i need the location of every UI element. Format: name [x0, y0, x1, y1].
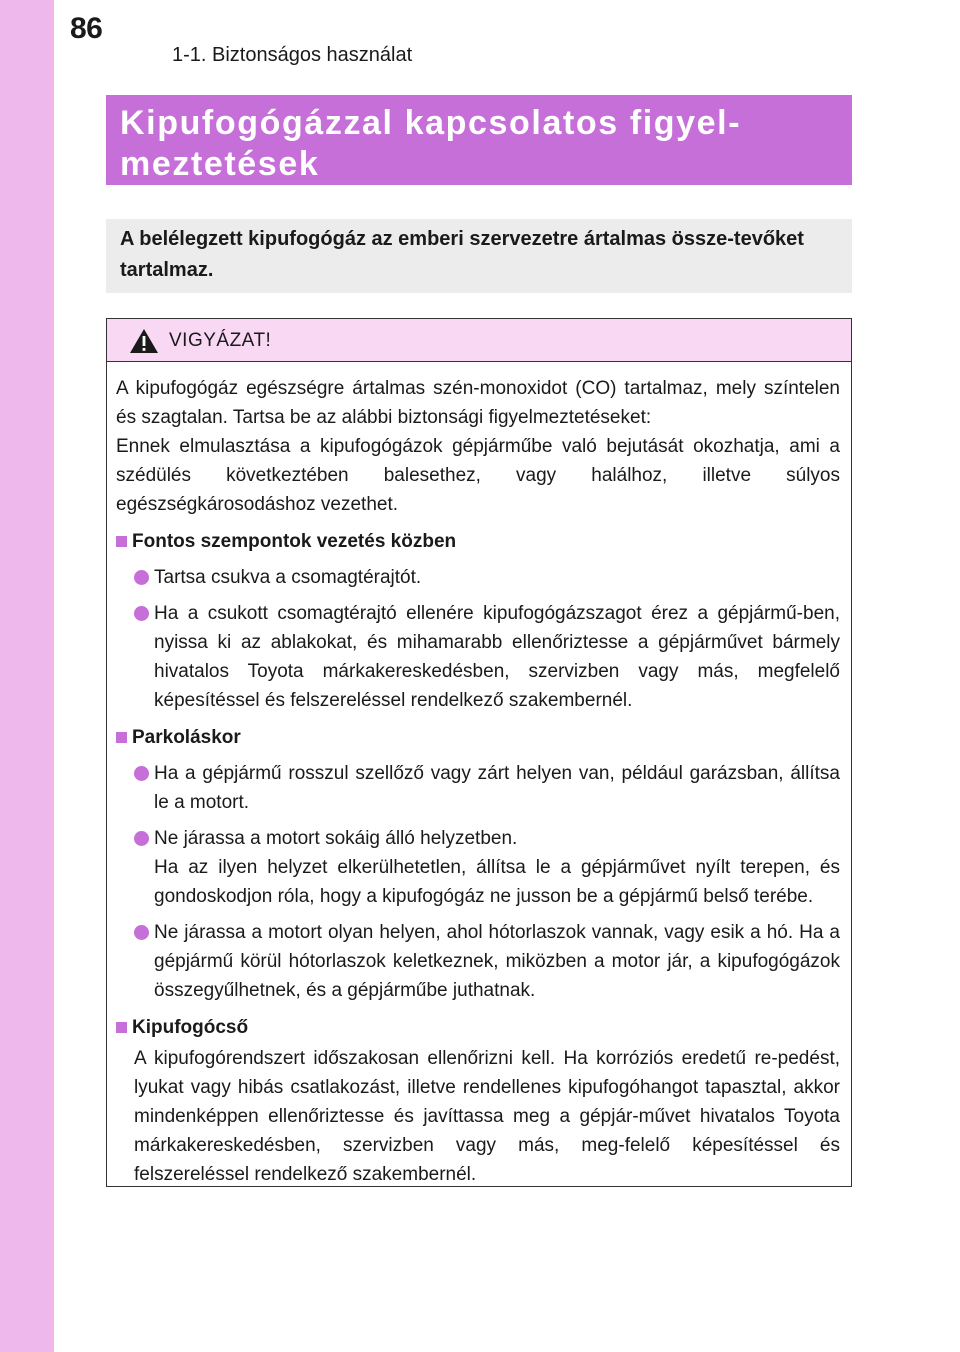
- warning-paragraph-2: Ennek elmulasztása a kipufogógázok gépjárműbe való bejutását okozhatja, ami a szédülés következtében balesethez, vagy halálhoz, illetve súlyos egészségkárosodáshoz vezethet.: [116, 436, 840, 515]
- page-number: 86: [70, 12, 103, 45]
- warning-box: [106, 318, 852, 1187]
- round-bullet-icon: [134, 766, 149, 781]
- side-color-strip: [0, 0, 54, 1352]
- section-heading-exhaust-pipe: [116, 1013, 840, 1042]
- section-heading-driving: [116, 527, 840, 556]
- square-bullet-icon: [116, 536, 127, 547]
- square-bullet-icon: [116, 1022, 127, 1033]
- list-item: [116, 563, 840, 592]
- warning-body: [116, 374, 840, 1189]
- round-bullet-icon: [134, 570, 149, 585]
- section-breadcrumb: 1-1. Biztonságos használat: [172, 44, 413, 66]
- warning-header: [107, 319, 851, 362]
- list-item-extra-text: Ha az ilyen helyzet elkerülhetetlen, állítsa le a gépjárművet nyílt terepen, és gondoskodjon róla, hogy a kipufogógáz ne jusson be a gépjármű belső terébe.: [154, 857, 840, 907]
- warning-paragraph-1: A kipufogógáz egészségre ártalmas szén-monoxidot (CO) tartalmaz, mely színtelen és szagtalan. Tartsa be az alábbi biztonsági figyelmeztetéseket:: [116, 378, 840, 428]
- section-heading-text: Kipufogócső: [132, 1017, 249, 1038]
- list-item: [116, 599, 840, 715]
- warning-triangle-icon: [129, 328, 159, 354]
- list-item-text: Ha a csukott csomagtérajtó ellenére kipufogógázszagot érez a gépjármű-ben, nyissa ki az ablakokat, és mihamarabb ellenőriztesse a gépjárművet bármely hivatalos Toyota márkakereskedésben, szervizben vagy más, megfelelő képesítéssel és felszereléssel rendelkező szakembernél.: [154, 603, 840, 711]
- exhaust-pipe-text: A kipufogórendszert időszakosan ellenőrizni kell. Ha korróziós eredetű re-pedést, lyukat vagy hibás csatlakozást, illetve rendellenes kipufogóhangot tapasztal, akkor mindenképpen ellenőriztesse és javíttassa meg a gépjár-művet hivatalos Toyota márkakereskedésben, szervizben vagy más, meg-felelő képesítéssel és felszereléssel rendelkező szakembernél.: [134, 1048, 840, 1185]
- round-bullet-icon: [134, 831, 149, 846]
- page-title: Kipufogógázzal kapcsolatos figyel-meztetések: [120, 104, 742, 183]
- list-item: [116, 824, 840, 911]
- intro-text: A belélegzett kipufogógáz az emberi szervezetre ártalmas össze-tevőket tartalmaz.: [120, 228, 804, 281]
- section-heading-parking: [116, 723, 840, 752]
- warning-label: VIGYÁZAT!: [169, 330, 272, 351]
- list-item-text: Tartsa csukva a csomagtérajtót.: [154, 567, 422, 588]
- square-bullet-icon: [116, 732, 127, 743]
- title-band: [106, 95, 852, 185]
- round-bullet-icon: [134, 606, 149, 621]
- list-item-text: Ne járassa a motort olyan helyen, ahol hótorlaszok vannak, vagy esik a hó. Ha a gépjármű körül hótorlaszok keletkeznek, miközben a motor jár, a kipufogógázok összegyűlhetnek, és a gépjárműbe juthatnak.: [154, 922, 840, 1001]
- intro-box: [106, 219, 852, 293]
- list-item: [116, 918, 840, 1005]
- round-bullet-icon: [134, 925, 149, 940]
- section-heading-text: Fontos szempontok vezetés közben: [132, 531, 457, 552]
- list-item-text: Ne járassa a motort sokáig álló helyzetben.: [154, 828, 518, 849]
- list-item: [116, 759, 840, 817]
- section-heading-text: Parkoláskor: [132, 727, 241, 748]
- list-item-text: Ha a gépjármű rosszul szellőző vagy zárt helyen van, például garázsban, állítsa le a motort.: [154, 763, 840, 813]
